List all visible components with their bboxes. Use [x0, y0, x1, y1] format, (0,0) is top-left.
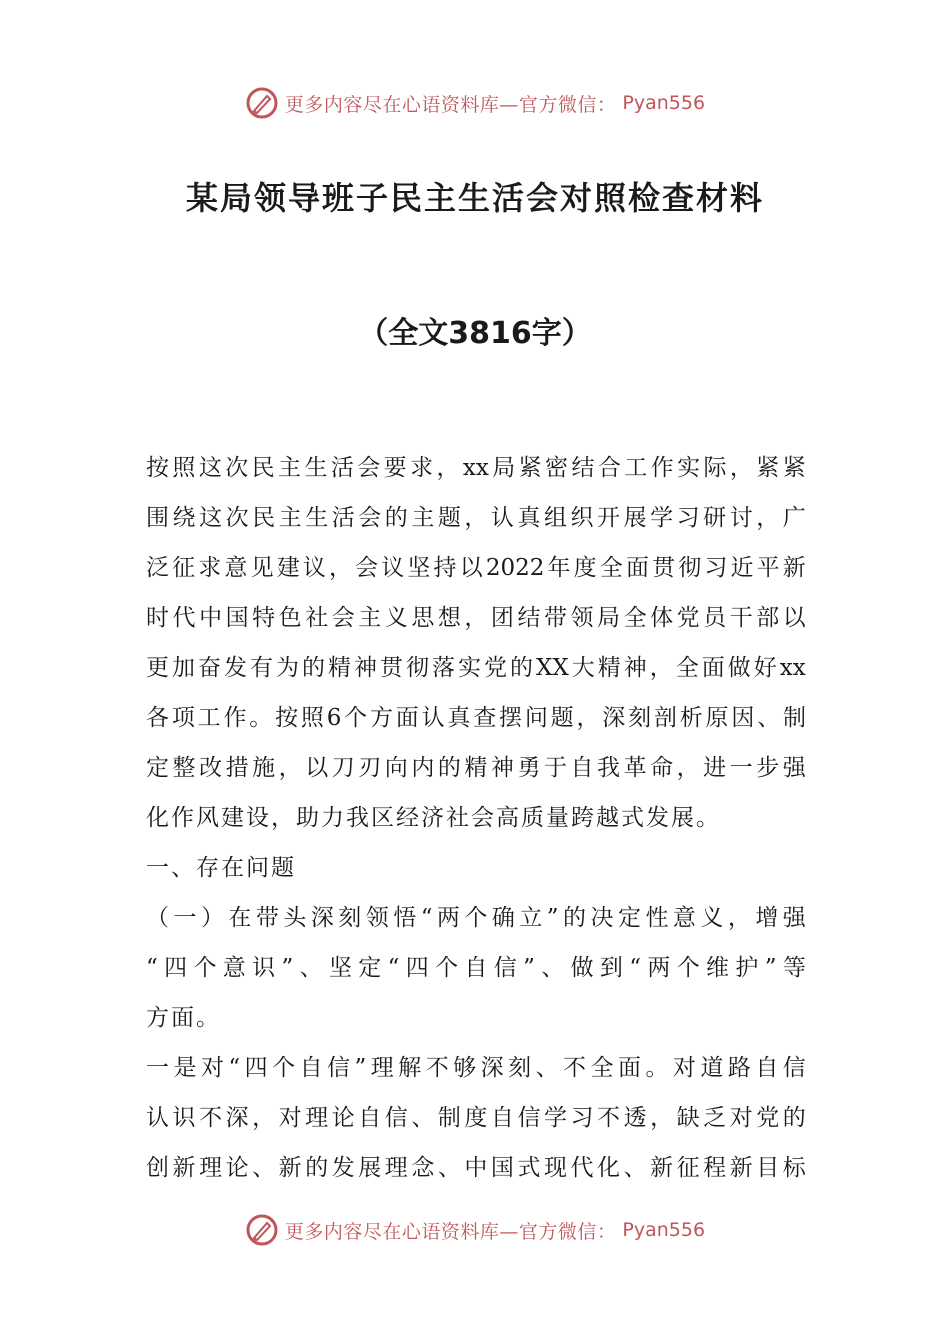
- document-body: [146, 443, 806, 1193]
- body-line: 围 绕 这 次 民 主 生 活 会 的 主 题 ， 认 真 组 织 开 展 学 习 研 讨 ， 广: [146, 505, 806, 531]
- body-line: 一、存在问题: [146, 855, 296, 881]
- body-line: 方面。: [146, 1005, 221, 1031]
- body-line: （ 一 ） 在 带 头 深 刻 领 悟 “ 两 个 确 立 ” 的 决 定 性 意 义 ， 增 强: [146, 905, 806, 931]
- body-line: 更 加 奋 发 有 为 的 精 神 贯 彻 落 实 党 的 XX 大 精 神 ， 全 面 做 好 xx: [146, 655, 806, 681]
- body-line: 时 代 中 国 特 色 社 会 主 义 思 想 ， 团 结 带 领 局 全 体 党 员 干 部 以: [146, 605, 806, 631]
- body-line: 泛 征 求 意 见 建 议 ， 会 议 坚 持 以 2022 年 度 全 面 贯 彻 习 近 平 新: [146, 555, 806, 581]
- document-subtitle: （全文3816字）: [358, 316, 592, 351]
- document-title: 某局领导班子民主生活会对照检查材料: [185, 179, 764, 217]
- watermark-contact: Pyan556: [622, 92, 706, 114]
- body-line: 各 项 工 作 。 按 照 6 个 方 面 认 真 查 摆 问 题 ， 深 刻 剖 析 原 因 、 制: [146, 705, 806, 731]
- header-watermark: [0, 83, 950, 123]
- watermark-contact: Pyan556: [622, 1219, 706, 1241]
- pen-logo-icon: [245, 1213, 279, 1247]
- body-line: 定 整 改 措 施 ， 以 刀 刃 向 内 的 精 神 勇 于 自 我 革 命 ， 进 一 步 强: [146, 755, 806, 781]
- body-line: 化作风建设，助力我区经济社会高质量跨越式发展。: [146, 805, 721, 831]
- body-line: “ 四 个 意 识 ” 、 坚 定 “ 四 个 自 信 ” 、 做 到 “ 两 个 维 护 ” 等: [146, 955, 806, 981]
- body-line: 一 是 对 “ 四 个 自 信 ” 理 解 不 够 深 刻 、 不 全 面 。 对 道 路 自 信: [146, 1055, 806, 1081]
- pen-logo-icon: [245, 86, 279, 120]
- body-line: 创 新 理 论 、 新 的 发 展 理 念 、 中 国 式 现 代 化 、 新 征 程 新 目 标: [146, 1155, 806, 1181]
- footer-watermark: [0, 1210, 950, 1250]
- watermark-text: 更多内容尽在心语资料库—官方微信：: [284, 1220, 617, 1243]
- body-line: 认 识 不 深 ， 对 理 论 自 信 、 制 度 自 信 学 习 不 透 ， 缺 乏 对 党 的: [146, 1105, 806, 1131]
- watermark-text: 更多内容尽在心语资料库—官方微信：: [284, 93, 617, 116]
- body-line: 按 照 这 次 民 主 生 活 会 要 求 ， xx 局 紧 密 结 合 工 作 实 际 ， 紧 紧: [146, 455, 806, 481]
